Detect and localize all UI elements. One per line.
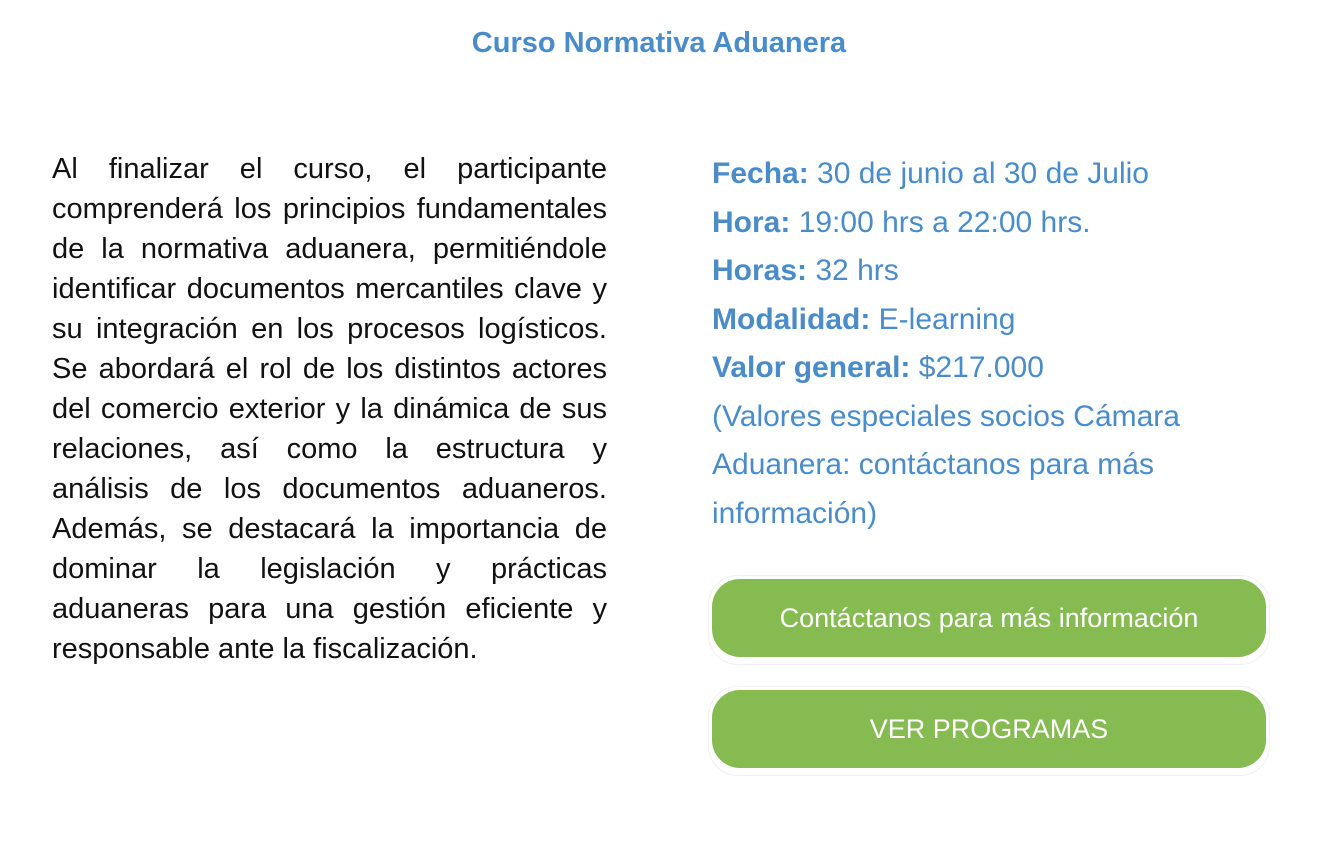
- info-special-values-note: (Valores especiales socios Cámara Aduanera: contáctanos para más información): [712, 399, 1180, 530]
- contact-button[interactable]: Contáctanos para más información: [712, 579, 1266, 657]
- page-title: Curso Normativa Aduanera: [471, 27, 847, 59]
- info-horas: [712, 247, 1252, 296]
- info-modalidad-label: Modalidad:: [712, 302, 871, 336]
- course-description: Al finalizar el curso, el participante comprenderá los principios fundamentales de la normativa aduanera, permitiéndole identificar documentos mercantiles clave y su integración en los procesos logísticos. Se abordará el rol de los distintos actores del comercio exterior y la dinámica de sus relaciones, así como la estructura y análisis de los documentos aduaneros. Además, se destacará la importancia de dominar la legislación y prácticas aduaneras para una gestión eficiente y responsable ante la fiscalización.: [52, 153, 607, 665]
- info-modalidad: [712, 296, 1252, 345]
- info-fecha-value: 30 de junio al 30 de Julio: [817, 157, 1149, 190]
- info-hora-label: Hora:: [712, 205, 791, 239]
- info-modalidad-value: E-learning: [878, 302, 1016, 336]
- info-fecha-label: Fecha:: [712, 157, 809, 190]
- info-hora: [712, 199, 1252, 248]
- info-hora-value: 19:00 hrs a 22:00 hrs.: [798, 205, 1091, 239]
- programs-button-frame: [708, 686, 1270, 776]
- view-programs-button[interactable]: VER PROGRAMAS: [712, 690, 1266, 768]
- info-horas-value: 32 hrs: [815, 254, 899, 287]
- info-fecha: [712, 150, 1252, 199]
- info-horas-label: Horas:: [712, 254, 808, 287]
- contact-button-frame: [708, 575, 1270, 665]
- info-valor-label: Valor general:: [712, 351, 911, 384]
- info-valor-value: $217.000: [918, 351, 1044, 384]
- info-valor: [712, 344, 1252, 393]
- course-info: [712, 150, 1252, 538]
